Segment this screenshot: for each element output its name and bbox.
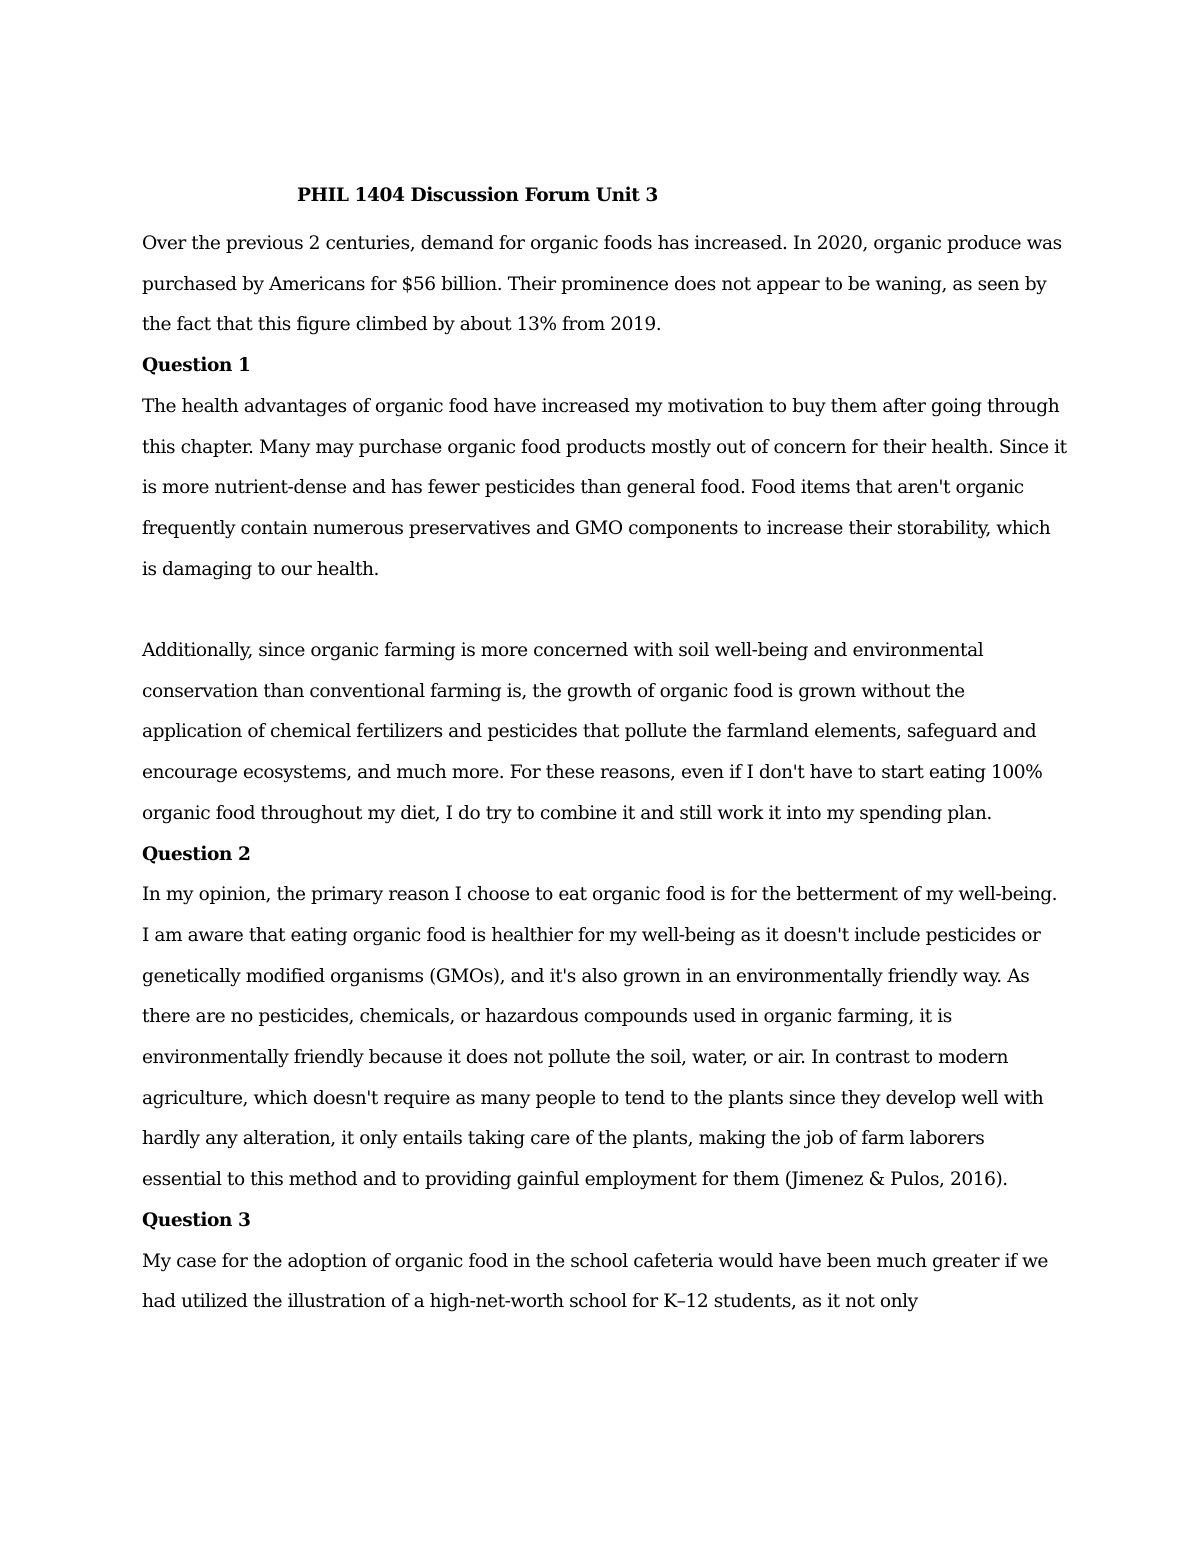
question-3-paragraph: My case for the adoption of organic food in the school cafeteria would have been much greater if we had utilized the illustration of a high-net-worth school for K–12 students, as it not only [142, 1250, 1048, 1313]
question-1-paragraph-1: The health advantages of organic food have increased my motivation to buy them after going through this chapter. Many may purchase organic food products mostly out of concern for their health. Since it is more nutrient-dense and has fewer pesticides than general food. Food items that aren't organic frequently contain numerous preservatives and GMO components to increase their storability, which is damaging to our health. [142, 395, 1067, 580]
intro-paragraph: Over the previous 2 centuries, demand for organic foods has increased. In 2020, organic produce was purchased by Americans for $56 billion. Their prominence does not appear to be waning, as seen by the fact that this figure climbed by about 13% from 2019. [142, 233, 1062, 336]
question-1-paragraph-2: Additionally, since organic farming is more concerned with soil well-being and environmental conservation than conventional farming is, the growth of organic food is grown without the application of chemical fertilizers and pesticides that pollute the farmland elements, safeguard and encourage ecosystems, and much more. For these reasons, even if I don't have to start eating 100% organic food throughout my diet, I do try to combine it and still work it into my spending plan. [142, 640, 1043, 824]
document-title: PHIL 1404 Discussion Forum Unit 3 [297, 185, 658, 206]
question-2-heading: Question 2 [142, 843, 251, 865]
document-body [142, 180, 1067, 1323]
question-2-paragraph: In my opinion, the primary reason I choose to eat organic food is for the betterment of my well-being. I am aware that eating organic food is healthier for my well-being as it doesn't include pesticides or genetically modified organisms (GMOs), and it's also grown in an environmentally friendly way. As there are no pesticides, chemicals, or hazardous compounds used in organic farming, it is environmentally friendly because it does not pollute the soil, water, or air. In contrast to modern agriculture, which doesn't require as many people to tend to the plants since they develop well with hardly any alteration, it only entails taking care of the plants, making the job of farm laborers essential to this method and to providing gainful employment for them (Jimenez & Pulos, 2016). [142, 884, 1058, 1191]
question-1-heading: Question 1 [142, 355, 251, 377]
question-3-heading: Question 3 [142, 1209, 251, 1231]
paragraph-spacer [142, 590, 1067, 631]
